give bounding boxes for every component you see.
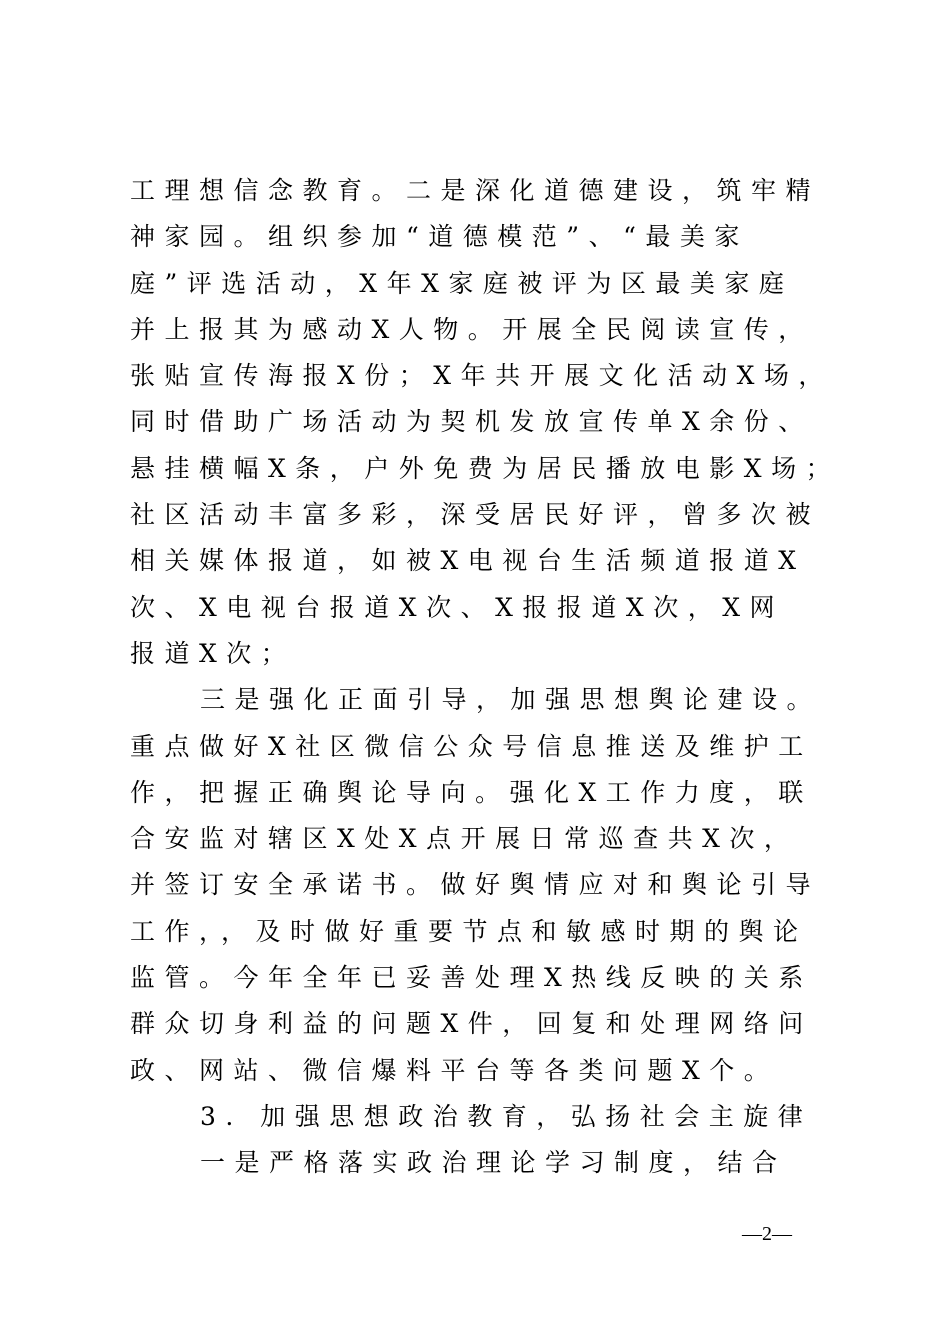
body-text [130,168,841,1187]
text-line: 庭”评选活动，X年X家庭被评为区最美家庭 [130,268,794,298]
text-line: 政、网站、微信爆料平台等各类问题X个。 [130,1055,779,1085]
text-line: 悬挂横幅X条，户外免费为居民播放电影X场； [130,453,841,483]
text-line: 监管。今年全年已妥善处理X热线反映的关系 [130,963,813,993]
text-line: 张贴宣传海报X份；X年共开展文化活动X场， [130,361,833,391]
text-line: 工理想信念教育。二是深化道德建设，筑牢精 [130,176,821,205]
page-number: —2— [742,1223,792,1245]
text-line: 同时借助广场活动为契机发放宣传单X余份、 [130,407,813,437]
text-line: 并签订安全承诺书。做好舆情应对和舆论引导 [130,870,821,900]
text-line: 群众切身利益的问题X件，回复和处理网络问 [130,1009,813,1039]
text-line: 报道X次； [130,638,296,668]
text-line: 重点做好X社区微信公众号信息推送及维护工 [130,731,813,761]
text-line: 工作，，及时做好重要节点和敏感时期的舆论 [130,916,808,946]
text-line: 相关媒体报道，如被X电视台生活频道报道X [130,546,806,576]
text-line: 神家园。组织参加“道德模范”、“最美家 [130,222,749,252]
paragraph-start-line: 三是强化正面引导，加强思想舆论建设。 [200,685,822,715]
text-line: 并上报其为感动X人物。开展全民阅读宣传， [130,314,813,344]
text-line: 作，把握正确舆论导向。强化X工作力度，联 [130,777,813,807]
text-line: 次、X电视台报道X次、X报报道X次，X网 [130,592,784,622]
text-line: 合安监对辖区X处X点开展日常巡查共X次， [130,824,799,854]
paragraph-start-line: 一是严格落实政治理论学习制度，结合 [200,1148,787,1178]
section-heading: 3. 加强思想政治教育，弘扬社会主旋律 [200,1101,813,1131]
text-line: 社区活动丰富多彩，深受居民好评，曾多次被 [130,500,821,530]
